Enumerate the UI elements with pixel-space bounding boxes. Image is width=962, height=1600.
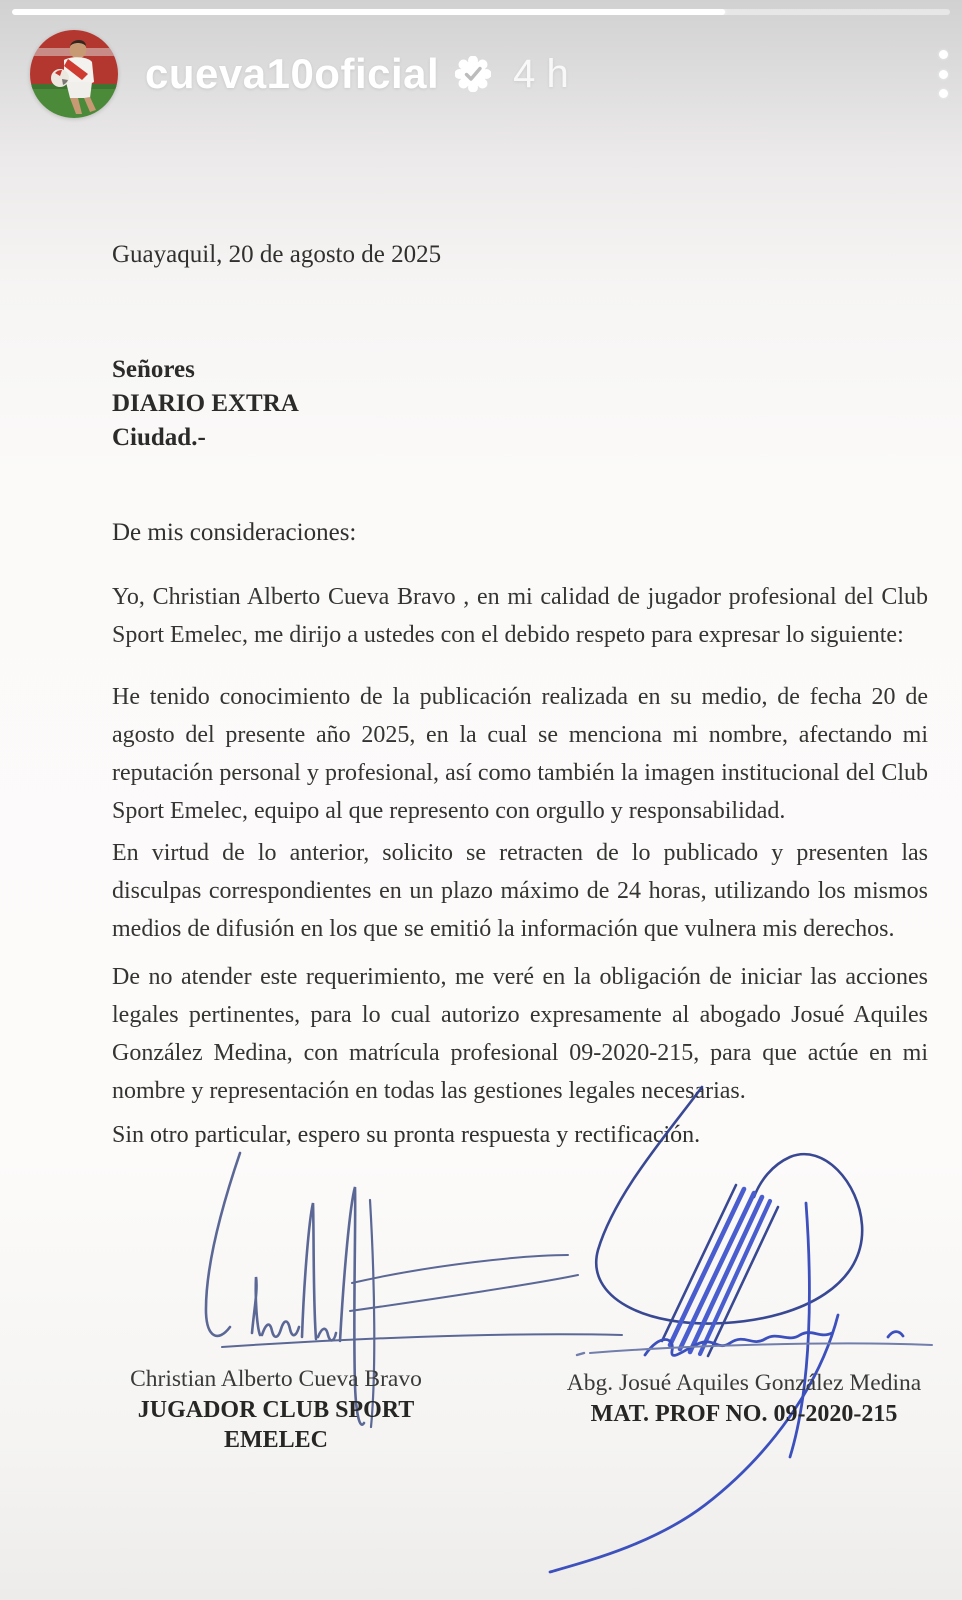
letter-closing: Sin otro particular, espero su pronta respuesta y rectificación. [112,1122,701,1148]
recipient-line: DIARIO EXTRA [112,390,299,417]
letter-salutation: De mis consideraciones: [112,519,357,546]
signer-name: Abg. Josué Aquiles González Medina [566,1370,922,1396]
signatures-ink [0,1085,962,1600]
signature-block-left [108,1366,444,1455]
signer-name: Christian Alberto Cueva Bravo [130,1366,422,1392]
signer-title: JUGADOR CLUB SPORT EMELEC [137,1397,415,1453]
letter-paragraph: He tenido conocimiento de la publicación realizada en su medio, de fecha 20 de agosto del presente año 2025, en la cual se menciona mi nombre, afectando mi reputación personal y profesional, así como también la imagen institucional del Club Sport Emelec, equipo al que represento con orgullo y responsabilidad. [112,684,928,824]
recipient-line: Señores [112,356,195,383]
letter-paragraph: Yo, Christian Alberto Cueva Bravo , en mi calidad de jugador profesional del Club Sport Emelec, me dirijo a ustedes con el debido respeto para expresar lo siguiente: [112,584,928,648]
signature-block-right [548,1370,940,1429]
letter-recipient [112,353,299,455]
letter-paragraph: En virtud de lo anterior, solicito se retracten de lo publicado y presenten las disculpas correspondientes en un plazo máximo de 24 horas, utilizando los mismos medios de difusión en los que se emitió la información que vulnera mis derechos. [112,840,928,942]
story-timestamp: 4 h [513,51,569,96]
story-username[interactable]: cueva10oficial [145,50,440,97]
letter-paragraph: De no atender este requerimiento, me veré en la obligación de iniciar las acciones legales pertinentes, para lo cual autorizo expresamente al abogado Josué Aquiles González Medina, con matrícula profesional 09-2020-215, para que actúe en mi nombre y representación en todas las gestiones legales necesarias. [112,964,928,1104]
letter-date: Guayaquil, 20 de agosto de 2025 [112,241,442,268]
signer-title: MAT. PROF NO. 09-2020-215 [590,1401,898,1427]
recipient-line: Ciudad.- [112,424,206,451]
